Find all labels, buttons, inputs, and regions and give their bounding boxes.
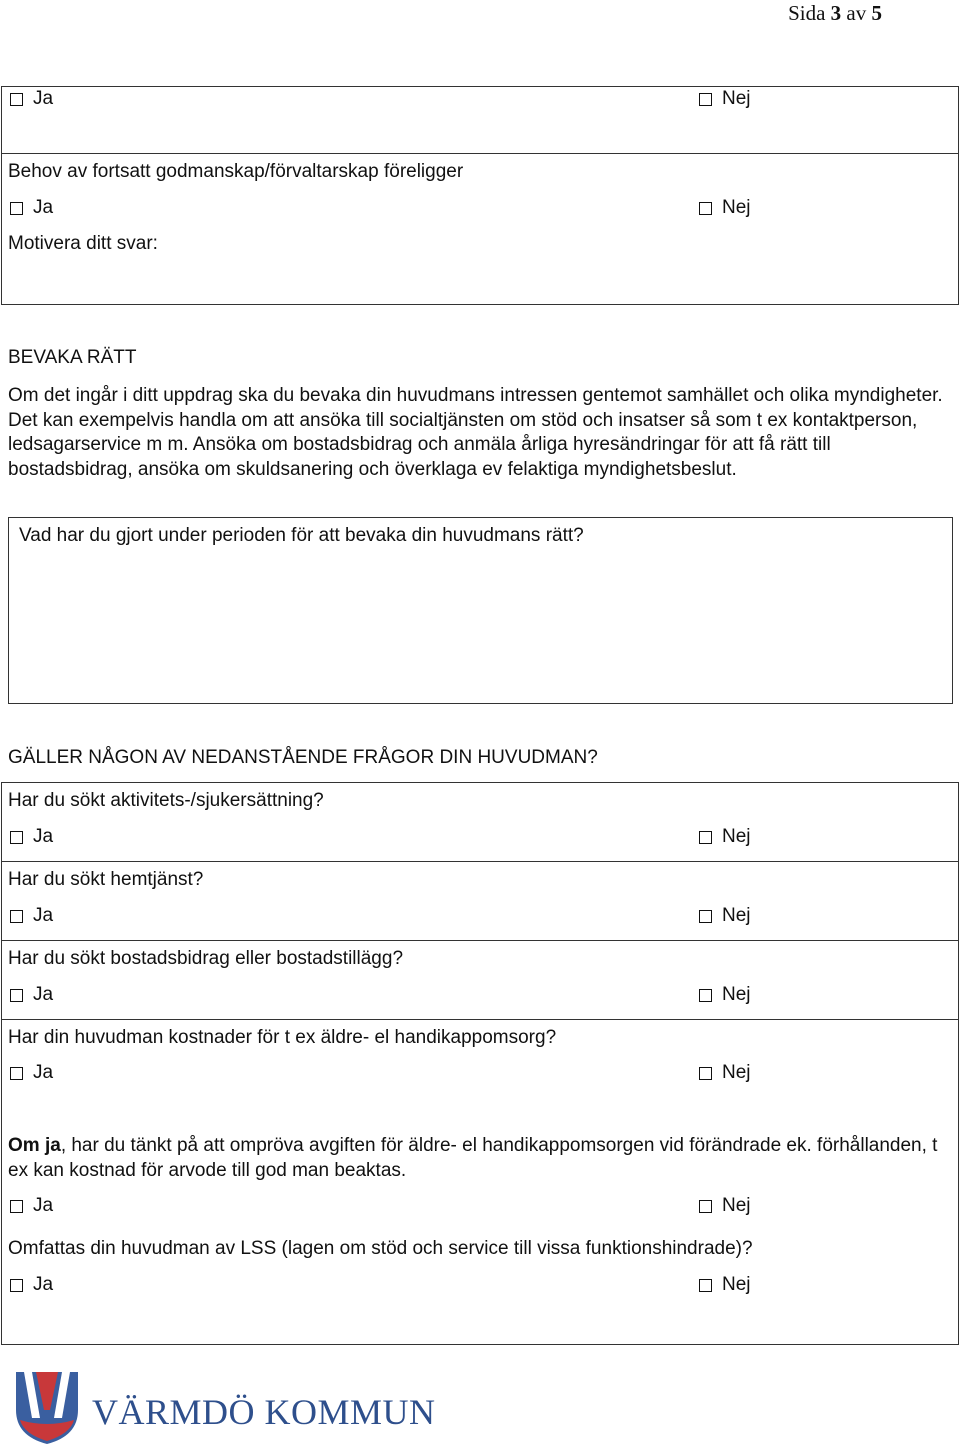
question-sickness-benefit: Har du sökt aktivitets-/sjukersättning? (8, 790, 324, 811)
row-divider (1, 1019, 959, 1020)
guardianship-question: Behov av fortsatt godmanskap/förvaltarskap föreligger (8, 161, 464, 182)
page-total: 5 (871, 1, 882, 25)
top-table (1, 86, 959, 305)
checkbox-yes[interactable] (10, 826, 53, 848)
checkbox-label: Nej (722, 1062, 751, 1083)
checkbox-yes[interactable] (10, 984, 53, 1006)
om-ja-bold: Om ja (8, 1135, 61, 1156)
checkbox-label: Nej (722, 197, 751, 218)
bevaka-box-question: Vad har du gjort under perioden för att bevaka din huvudmans rätt? (19, 525, 584, 546)
top-table-divider (1, 153, 959, 154)
checkbox-label: Ja (33, 1195, 54, 1216)
checkbox-square-icon (10, 1279, 23, 1292)
checkbox-square-icon (699, 989, 712, 1002)
checkbox-label: Ja (33, 826, 54, 847)
checkbox-square-icon (10, 202, 23, 215)
om-ja-text: , har du tänkt på att ompröva avgiften för äldre- el handikappomsorgen vid förändrade ek. förhållanden, t ex kan kostnad för arvode till god man beaktas. (8, 1135, 938, 1181)
page-mid: av (841, 1, 872, 25)
logo-text: VÄRMDÖ KOMMUN (92, 1392, 436, 1432)
checkbox-square-icon (699, 93, 712, 106)
checkbox-label: Ja (33, 984, 54, 1005)
questions-table (1, 782, 959, 1345)
checkbox-no[interactable] (699, 1274, 751, 1296)
checkbox-label: Nej (722, 1195, 751, 1216)
checkbox-no[interactable] (699, 1195, 751, 1217)
row-divider (1, 861, 959, 862)
checkbox-no[interactable] (699, 88, 751, 110)
bevaka-text: Om det ingår i ditt uppdrag ska du bevaka din huvudmans intressen gentemot samhället och olika myndigheter. Det kan exempelvis handla om att ansöka till socialtjänsten om stöd och insatser så som t ex kontaktperson, ledsagarservice m m. Ansöka om bostadsbidrag och anmäla årliga hyresändringar för att få rätt till bostadsbidrag, ansöka om skuldsanering och överklaga ev felaktiga myndighetsbeslut. (8, 385, 943, 480)
checkbox-yes[interactable] (10, 1274, 53, 1296)
checkbox-square-icon (10, 910, 23, 923)
question-home-care: Har du sökt hemtjänst? (8, 869, 204, 890)
checkbox-no[interactable] (699, 1062, 751, 1084)
checkbox-square-icon (10, 93, 23, 106)
checkbox-square-icon (699, 1067, 712, 1080)
checkbox-label: Nej (722, 88, 751, 109)
municipality-logo (14, 1370, 80, 1446)
checkbox-no[interactable] (699, 905, 751, 927)
question-lss: Omfattas din huvudman av LSS (lagen om stöd och service till vissa funktionshindrade)? (8, 1238, 753, 1259)
checkbox-label: Ja (33, 1062, 54, 1083)
checkbox-square-icon (699, 202, 712, 215)
galler-heading: GÄLLER NÅGON AV NEDANSTÅENDE FRÅGOR DIN HUVUDMAN? (8, 747, 598, 768)
checkbox-square-icon (699, 1200, 712, 1213)
checkbox-label: Nej (722, 984, 751, 1005)
checkbox-label: Nej (722, 1274, 751, 1295)
checkbox-square-icon (10, 1067, 23, 1080)
motivate-label: Motivera ditt svar: (8, 233, 158, 254)
checkbox-label: Ja (33, 905, 54, 926)
checkbox-no[interactable] (699, 984, 751, 1006)
checkbox-no[interactable] (699, 197, 751, 219)
checkbox-square-icon (10, 989, 23, 1002)
checkbox-square-icon (10, 831, 23, 844)
question-care-costs: Har din huvudman kostnader för t ex äldre- el handikappomsorg? (8, 1027, 557, 1048)
checkbox-label: Ja (33, 1274, 54, 1295)
row-divider (1, 940, 959, 941)
page-prefix: Sida (788, 1, 831, 25)
checkbox-square-icon (699, 910, 712, 923)
checkbox-yes[interactable] (10, 905, 53, 927)
checkbox-yes[interactable] (10, 197, 53, 219)
question-housing-allowance: Har du sökt bostadsbidrag eller bostadstillägg? (8, 948, 404, 969)
checkbox-no[interactable] (699, 826, 751, 848)
coat-of-arms-icon (14, 1370, 80, 1446)
checkbox-label: Nej (722, 826, 751, 847)
checkbox-yes[interactable] (10, 88, 53, 110)
checkbox-label: Ja (33, 88, 54, 109)
checkbox-square-icon (10, 1200, 23, 1213)
checkbox-square-icon (699, 1279, 712, 1292)
checkbox-yes[interactable] (10, 1062, 53, 1084)
page-number (788, 2, 882, 24)
checkbox-label: Nej (722, 905, 751, 926)
checkbox-label: Ja (33, 197, 54, 218)
checkbox-yes[interactable] (10, 1195, 53, 1217)
bevaka-heading: BEVAKA RÄTT (8, 347, 137, 368)
checkbox-square-icon (699, 831, 712, 844)
om-ja-note (8, 1134, 938, 1183)
page-current: 3 (830, 1, 842, 25)
